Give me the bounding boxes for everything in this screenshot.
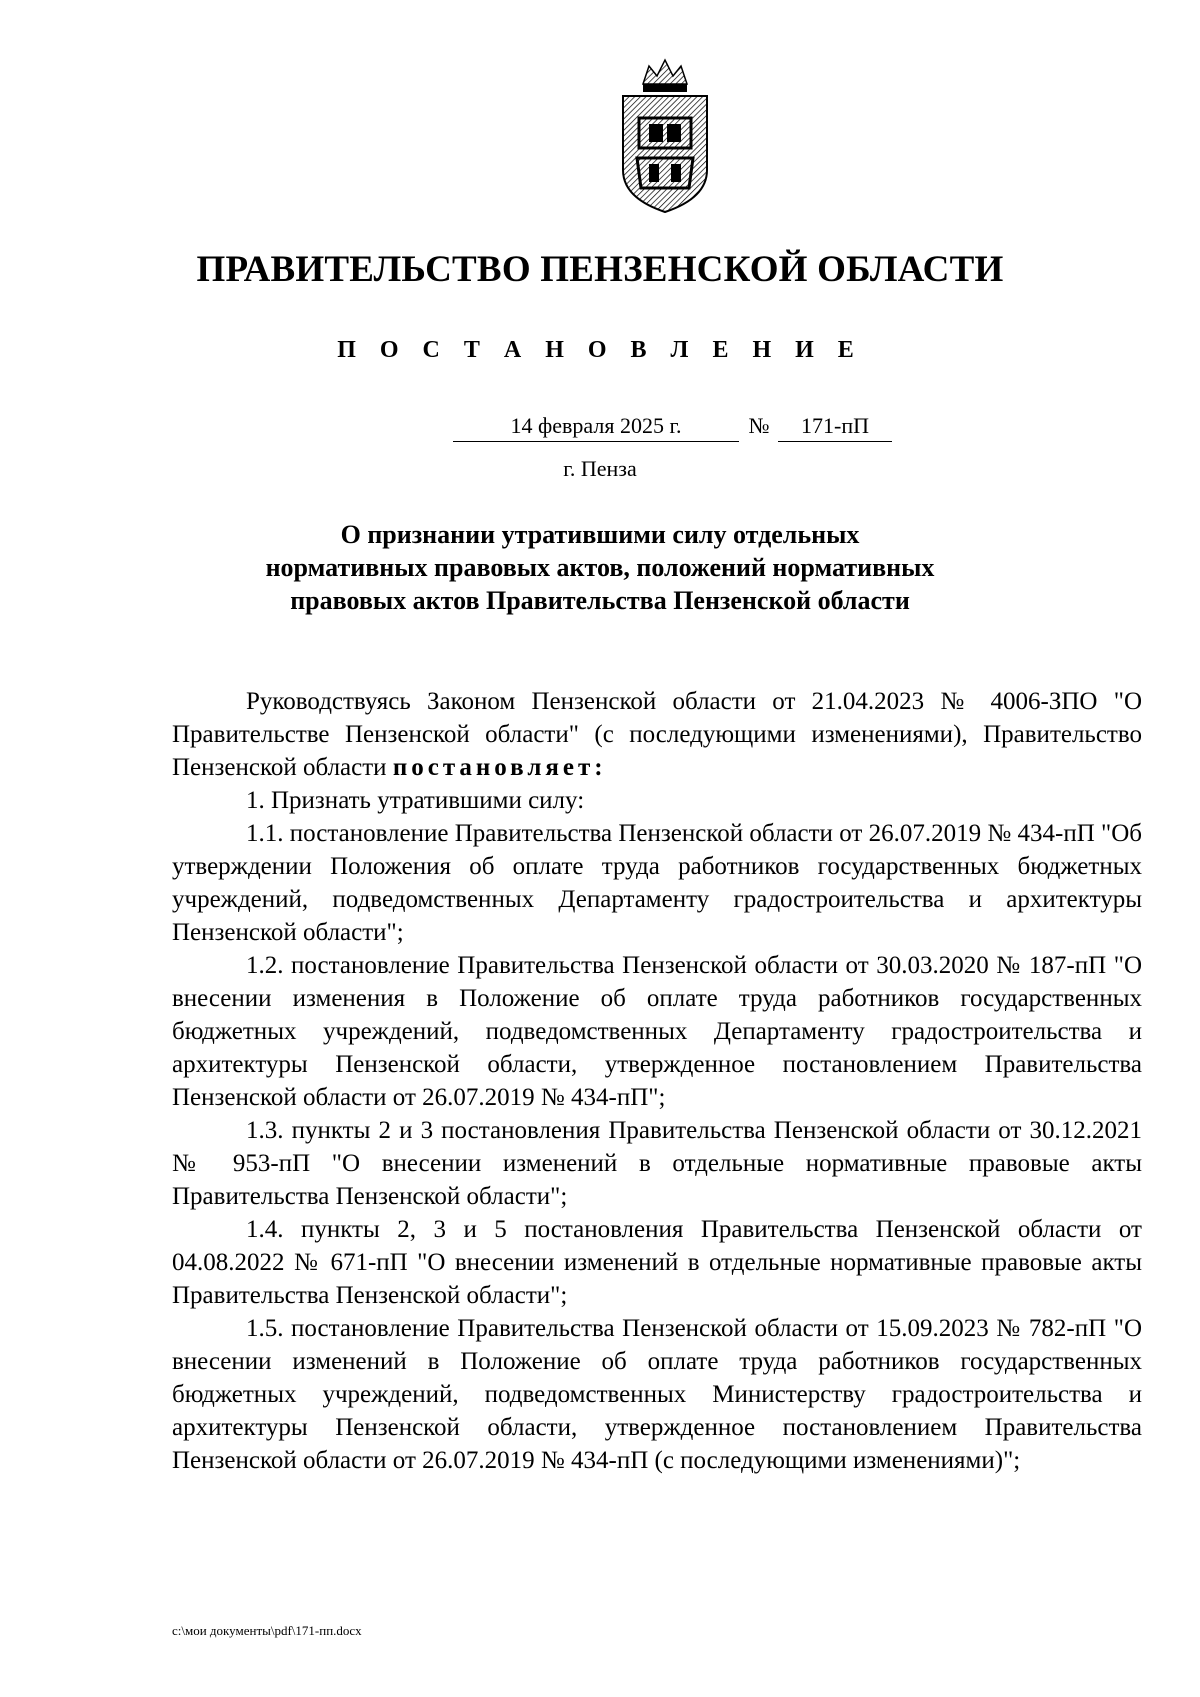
item-paragraph: 1.1. постановление Правительства Пензенской области от 26.07.2019 № 434-пП "Об утверждении Положения об оплате труда работников государственных бюджетных учреждений, подведомственных Департаменту градостроительства и архитектуры Пензенской области"; [172, 820, 1142, 946]
item-paragraph: 1.3. пункты 2 и 3 постановления Правительства Пензенской области от 30.12.2021 № 953-пП "О внесении изменений в отдельные нормативные правовые акты Правительства Пензенской области"; [172, 1117, 1142, 1210]
file-path-footer: c:\мои документы\pdf\171-пп.docx [172, 1623, 362, 1638]
heading-line: нормативных правовых актов, положений нормативных [265, 553, 935, 582]
document-type: П О С Т А Н О В Л Е Н И Е [337, 337, 863, 363]
coat-of-arms-icon [605, 58, 725, 216]
document-date: 14 февраля 2025 г. [453, 413, 739, 442]
item-paragraph: 1. Признать утратившими силу: [246, 787, 585, 814]
heading-line: О признании утратившими силу отдельных [340, 520, 860, 549]
document-body [172, 685, 1142, 1477]
preamble-resolves: постановляет: [392, 754, 607, 781]
document-number: 171-пП [778, 413, 892, 442]
organization-title: ПРАВИТЕЛЬСТВО ПЕНЗЕНСКОЙ ОБЛАСТИ [196, 249, 1004, 290]
item-paragraph: 1.2. постановление Правительства Пензенской области от 30.03.2020 № 187-пП "О внесении изменения в Положение об оплате труда работников государственных бюджетных учреждений, подведомственных Департаменту градостроительства и архитектуры Пензенской области, утвержденное постановлением Правительства Пензенской области от 26.07.2019 № 434-пП"; [172, 952, 1142, 1111]
item-paragraph: 1.5. постановление Правительства Пензенской области от 15.09.2023 № 782-пП "О внесении изменений в Положение об оплате труда работников государственных бюджетных учреждений, подведомственных Министерству градостроительства и архитектуры Пензенской области, утвержденное постановлением Правительства Пензенской области от 26.07.2019 № 434-пП (с последующими изменениями)"; [172, 1315, 1142, 1474]
document-heading [0, 518, 1200, 617]
preamble-paragraph [172, 685, 1142, 784]
item-paragraph: 1.4. пункты 2, 3 и 5 постановления Правительства Пензенской области от 04.08.2022 № 671-пП "О внесении изменений в отдельные нормативные правовые акты Правительства Пензенской области"; [172, 1216, 1142, 1309]
document-city: г. Пенза [563, 456, 637, 481]
number-sign: № [748, 413, 770, 438]
preamble-text: Руководствуясь Законом Пензенской области от 21.04.2023 № 4006-ЗПО "О Правительстве Пензенской области" (с последующими изменениями), Правительство Пензенской области [172, 688, 1142, 781]
heading-line: правовых актов Правительства Пензенской области [290, 586, 910, 615]
